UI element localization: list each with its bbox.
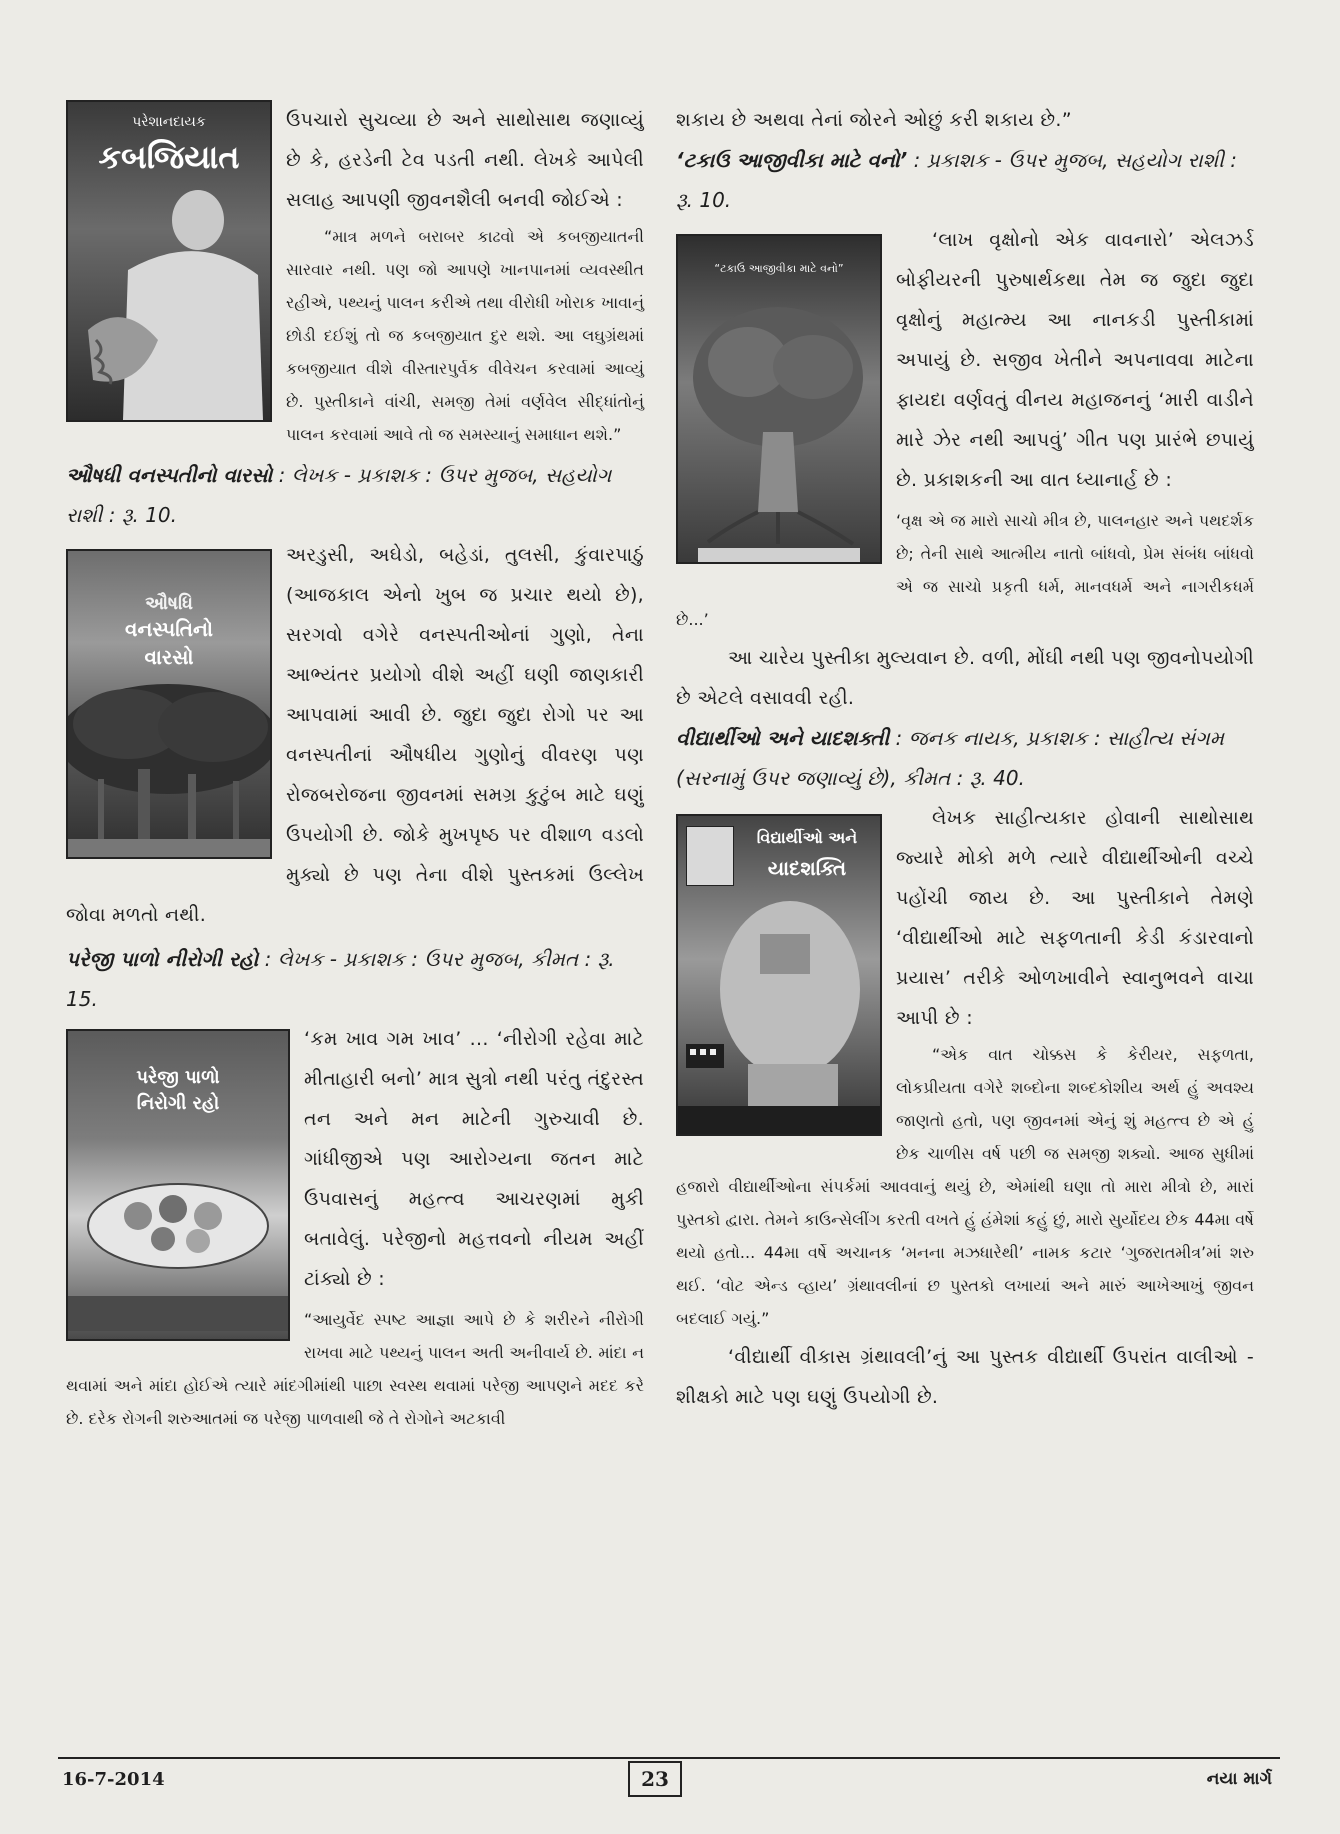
cover-illustration-tree bbox=[678, 282, 880, 562]
book-details: : જનક નાયક, પ્રકાશક : સાહીત્ય સંગમ (સરનામું ઉપર જણાવ્યું છે), કીમત : રૂ. 40. bbox=[676, 726, 1224, 790]
book-cover-aushadhi bbox=[66, 549, 272, 859]
cover-title-line1: પરેજી પાળો bbox=[136, 1067, 220, 1088]
issue-date: 16-7-2014 bbox=[62, 1769, 165, 1790]
cover-title-line1: “ટકાઉ આજીવીકા માટે વનો” bbox=[714, 262, 844, 275]
review-heading-vano bbox=[676, 140, 1254, 220]
cover-illustration-banyan bbox=[68, 669, 270, 859]
intro-paragraph: ઉપચારો સુચવ્યા છે અને સાથોસાથ જણાવ્યું છે કે, હરડેની ટેવ પડતી નથી. લેખકે આપેલી સલાહ આપણી જીવનશૈલી બનવી જોઈએ : bbox=[286, 109, 644, 211]
book-title: પરેજી પાળો નીરોગી રહો bbox=[66, 947, 259, 971]
cover-title-line1: વિદ્યાર્થીઓ અને bbox=[756, 828, 858, 847]
cover-title-line1: ઔષધિ bbox=[145, 593, 193, 614]
continued-quote-end: શકાય છે અથવા તેનાં જોરને ઓછું કરી શકાય છે.” bbox=[676, 109, 1072, 131]
cover-illustration-head bbox=[678, 894, 880, 1134]
vidyarthi-quote: “એક વાત ચોક્કસ કે કેરીયર, સફળતા, લોકપ્રીયતા વગેરે શબ્દોના શબ્દકોશીય અર્થ હું અવશ્ય જાણતો હતો, પણ જીવનમાં એનું શું મહત્ત્વ છે એ હું છેક ચાળીસ વર્ષ પછી જ સમજી શક્યો. આજ સુધીમાં હજારો વીદ્યાર્થીઓના સંપર્કમાં આવવાનું થયું છે, એમાંથી ઘણા તો મારા મીત્રો છે, મારાં પુસ્તકો દ્વારા. તેમને કાઉન્સેલીંગ કરતી વખતે હું હંમેશાં કહું છું, મારો સુર્યોદય છેક 44મા વર્ષે થયો હતો... 44મા વર્ષે અચાનક ‘મનના મઝધારેથી’ નામક કટાર ‘ગુજરાતમીત્ર’માં શરુ થઈ. ‘વોટ એન્ડ વ્હાય’ ગ્રંથાવલીનાં છ પુસ્તકો લખાયાં અને મારું આખેઆખું જીવન બદલાઈ ગયું.” bbox=[676, 1045, 1254, 1328]
cover-illustration-thali bbox=[68, 1131, 288, 1331]
pareji-quote: “આયુર્વેદ સ્પષ્ટ આજ્ઞા આપે છે કે શરીરને નીરોગી રાખવા માટે પથ્યનું પાલન અતી અનીવાર્ય છે. માંદા ન થવામાં અને માંદા હોઈએ ત્યારે માંદગીમાંથી પાછા સ્વસ્થ થવામાં પરેજી આપણને મદદ કરે છે. દરેક રોગની શરુઆતમાં જ પરેજી પાળવાથી જે તે રોગોને અટકાવી bbox=[66, 1310, 644, 1428]
aushadhi-paragraph: અરડુસી, અઘેડો, બહેડાં, તુલસી, કુંવારપાઠું (આજકાલ એનો ખુબ જ પ્રચાર થયો છે), સરગવો વગેરે વનસ્પતીઓનાં ગુણો, તેના આભ્યંતર પ્રયોગો વીશે અહીં ઘણી જાણકારી આપવામાં આવી છે. જુદા જુદા રોગો પર આ વનસ્પતીનાં ઔષધીય ગુણોનું વીવરણ પણ રોજબરોજના જીવનમાં સમગ્ર કુટુંબ માટે ઘણું ઉપયોગી છે. જોકે મુખપૃષ્ઠ પર વીશાળ વડલો મુક્યો છે પણ તેના વીશે પુસ્તકમાં ઉલ્લેખ જોવા મળતો નથી. bbox=[66, 544, 644, 926]
review-heading-pareji bbox=[66, 939, 644, 1019]
cover-title-line2: વનસ્પતિનો bbox=[125, 617, 213, 641]
book-title: ‘ટકાઉ આજીવીકા માટે વનો’ bbox=[676, 148, 908, 172]
review-heading-vidyarthi bbox=[676, 718, 1254, 798]
book-cover-vidyarthi bbox=[676, 814, 882, 1136]
cover-series-label: પરેશાનદાયક bbox=[132, 114, 206, 130]
page-number: 23 bbox=[628, 1761, 682, 1797]
summary-paragraph: આ ચારેય પુસ્તીકા મુલ્યવાન છે. વળી, મોંઘી નથી પણ જીવનોપયોગી છે એટલે વસાવવી રહી. bbox=[676, 647, 1254, 709]
right-column bbox=[676, 100, 1254, 1417]
left-column bbox=[66, 100, 644, 1435]
magazine-name: નયા માર્ગ bbox=[1206, 1769, 1272, 1789]
vano-quote: ‘વૃક્ષ એ જ મારો સાચો મીત્ર છે, પાલનહાર અને પથદર્શક છે; તેની સાથે આત્મીય નાતો બાંધવો, પ્રેમ સંબંધ બાંધવો એ જ સાચો પ્રકૃતી ધર્મ, માનવધર્મ અને નાગરીકધર્મ છે...’ bbox=[676, 511, 1254, 629]
vidyarthi-paragraph: લેખક સાહીત્યકાર હોવાની સાથોસાથ જ્યારે મોકો મળે ત્યારે વીદ્યાર્થીઓની વચ્ચે પહોંચી જાય છે. આ પુસ્તીકાને તેમણે ‘વીદ્યાર્થીઓ માટે સફળતાની કેડી કંડારવાનો પ્રયાસ’ તરીકે ઓળખાવીને સ્વાનુભવને વાચા આપી છે : bbox=[896, 807, 1254, 1029]
book-details: : લેખક - પ્રકાશક : ઉપર મુજબ, કીમત : રૂ. 15. bbox=[66, 947, 615, 1011]
closing-paragraph: ‘વીદ્યાર્થી વીકાસ ગ્રંથાવલી’નું આ પુસ્તક વીદ્યાર્થી ઉપરાંત વાલીઓ - શીક્ષકો માટે પણ ઘણું ઉપયોગી છે. bbox=[676, 1346, 1254, 1408]
review-heading-aushadhi bbox=[66, 455, 644, 535]
cover-title-line2: નિરોગી રહો bbox=[136, 1093, 220, 1114]
author-photo bbox=[686, 826, 734, 886]
book-cover-vano bbox=[676, 234, 882, 564]
book-title: ઔષધી વનસ્પતીનો વારસો bbox=[66, 463, 273, 487]
footer-rule bbox=[58, 1757, 1280, 1759]
cover-title: કબજિયાત bbox=[98, 138, 240, 176]
book-title: વીદ્યાર્થીઓ અને યાદશક્તી bbox=[676, 726, 890, 750]
cover-title-line2: યાદશક્તિ bbox=[767, 856, 847, 880]
pareji-paragraph: ‘કમ ખાવ ગમ ખાવ’ ... ‘નીરોગી રહેવા માટે મીતાહારી બનો’ માત્ર સુત્રો નથી પરંતુ તંદુરસ્ત તન અને મન માટેની ગુરુચાવી છે. ગાંધીજીએ પણ આરોગ્યના જતન માટે ઉપવાસનું મહત્ત્વ આચરણમાં મુકી બતાવેલું. પરેજીનો મહત્તવનો નીયમ અહીં ટાંક્યો છે : bbox=[304, 1028, 644, 1290]
kabjiyat-quote: “માત્ર મળને બરાબર કાઢવો એ કબજીયાતની સારવાર નથી. પણ જો આપણે ખાનપાનમાં વ્યવસ્થીત રહીએ, પથ્યનું પાલન કરીએ તથા વીરોધી ખોરાક ખાવાનું છોડી દઈશું તો જ કબજીયાત દુર થશે. આ લઘુગ્રંથમાં કબજીયાત વીશે વીસ્તારપુર્વક વીવેચન કરવામાં આવ્યું છે. પુસ્તીકાને વાંચી, સમજી તેમાં વર્ણવેલ સીદ્ધાંતોનું પાલન કરવામાં આવે તો જ સમસ્યાનું સમાધાન થશે.” bbox=[286, 227, 644, 444]
book-cover-pareji bbox=[66, 1029, 290, 1341]
cover-title-line3: વારસો bbox=[144, 645, 194, 669]
book-details: : પ્રકાશક - ઉપર મુજબ, સહયોગ રાશી : રૂ. 10. bbox=[676, 148, 1238, 212]
book-details: : લેખક - પ્રકાશક : ઉપર મુજબ, સહયોગ રાશી : રૂ. 10. bbox=[66, 463, 612, 527]
book-cover-kabjiyat bbox=[66, 100, 272, 422]
cover-illustration-man bbox=[68, 180, 270, 420]
vano-paragraph: ‘લાખ વૃક્ષોનો એક વાવનારો’ એલઝર્ડ બોફીયરની પુરુષાર્થકથા તેમ જ જુદા જુદા વૃક્ષોનું મહાત્મ્ય આ નાનકડી પુસ્તીકામાં અપાયું છે. સજીવ ખેતીને અપનાવવા માટેના ફાયદા વર્ણવતું વીનય મહાજનનું ‘મારી વાડીને મારે ઝેર નથી આપવું’ ગીત પણ પ્રારંભે છપાયું છે. પ્રકાશકની આ વાત ધ્યાનાર્હ છે : bbox=[896, 229, 1254, 491]
